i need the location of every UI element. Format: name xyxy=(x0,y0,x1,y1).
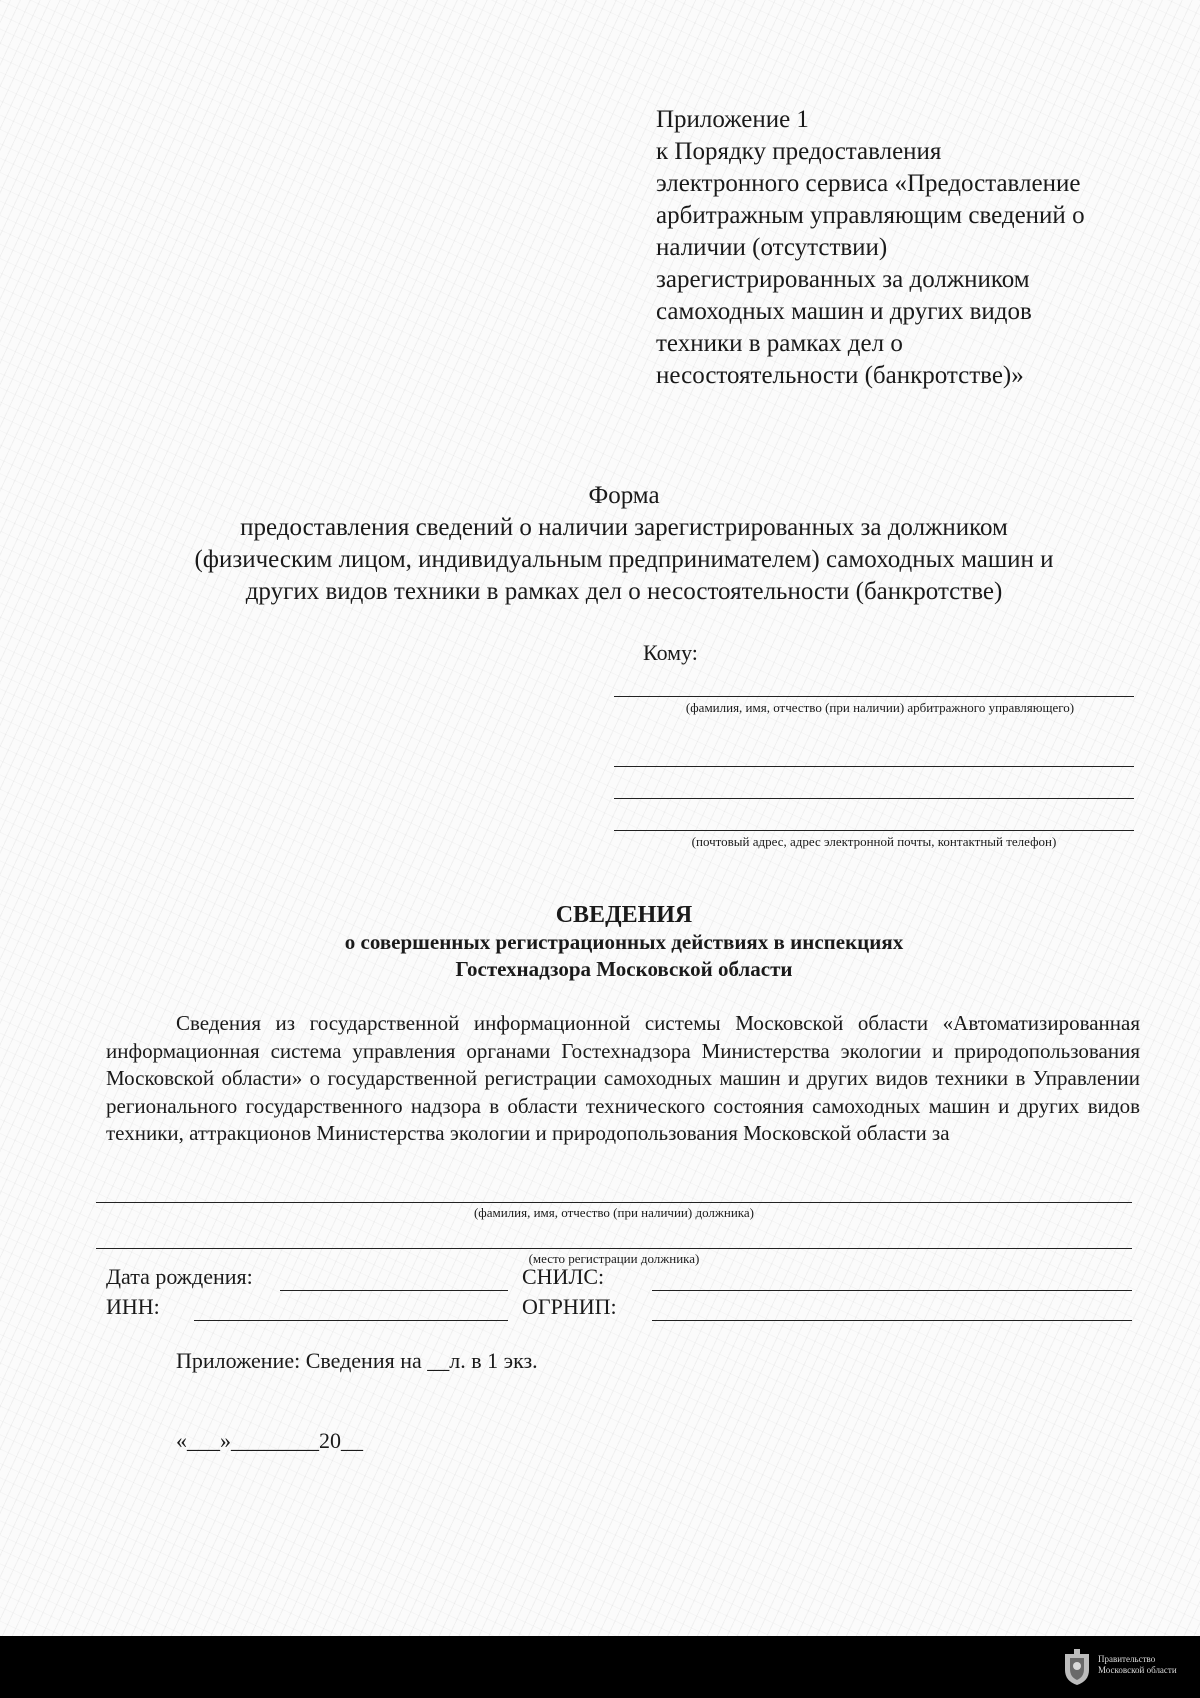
appendix-line: к Порядку предоставления xyxy=(656,138,942,165)
appendix-line: наличии (отсутствии) xyxy=(656,234,888,261)
form-subtitle-line: других видов техники в рамках дел о несостоятельности (банкротстве) xyxy=(245,578,1003,605)
debtor-registration-caption: (место регистрации должника) xyxy=(528,1251,700,1266)
appendix-line: самоходных машин и других видов xyxy=(656,298,1032,325)
recipient-name-line xyxy=(614,696,1134,697)
date-field: «___»________20__ xyxy=(176,1428,363,1453)
appendix-line: арбитражным управляющим сведений о xyxy=(656,202,1085,229)
birth-date-field xyxy=(280,1290,508,1291)
recipient-address-line xyxy=(614,766,1134,767)
appendix-line: электронного сервиса «Предоставление xyxy=(656,170,1081,197)
inn-label: ИНН: xyxy=(106,1294,160,1319)
debtor-registration-line xyxy=(96,1248,1132,1249)
info-subheading: Гостехнадзора Московской области xyxy=(455,957,793,981)
debtor-name-caption: (фамилия, имя, отчество (при наличии) должника) xyxy=(473,1205,755,1220)
appendix-line: Приложение 1 xyxy=(656,106,809,133)
appendix-block xyxy=(656,104,1156,392)
appendix-line: несостоятельности (банкротстве)» xyxy=(656,362,1024,389)
birth-date-label: Дата рождения: xyxy=(106,1264,253,1289)
recipient-name-caption: (фамилия, имя, отчество (при наличии) арбитражного управляющего) xyxy=(685,700,1075,715)
info-body-paragraph: Сведения из государственной информационной системы Московской области «Автоматизированная информационная система управления органами Гостехнадзора Министерства экологии и природопользования Московской области» о государственной регистрации самоходных машин и других видов техники в Управлении регионального государственного надзора в области технического состояния самоходных машин и других видов техники, аттракционов Министерства экологии и природопользования Московской области за xyxy=(106,1011,1140,1145)
recipient-address-line xyxy=(614,798,1134,799)
form-subtitle-line: (физическим лицом, индивидуальным предпринимателем) самоходных машин и xyxy=(194,546,1054,573)
coat-of-arms-icon xyxy=(1062,1648,1092,1686)
form-subtitle-line: предоставления сведений о наличии зарегистрированных за должником xyxy=(240,514,1008,541)
info-subheading: о совершенных регистрационных действиях в инспекциях xyxy=(344,930,904,954)
footer-org-line: Правительство xyxy=(1098,1654,1156,1664)
ogrnip-label: ОГРНИП: xyxy=(522,1294,617,1319)
snils-field xyxy=(652,1290,1132,1291)
to-label: Кому: xyxy=(643,640,698,665)
appendix-line: зарегистрированных за должником xyxy=(656,266,1030,293)
debtor-name-line xyxy=(96,1202,1132,1203)
recipient-address-caption: (почтовый адрес, адрес электронной почты, контактный телефон) xyxy=(691,834,1057,849)
recipient-address-line xyxy=(614,830,1134,831)
footer-org-name xyxy=(1098,1654,1198,1676)
info-heading: СВЕДЕНИЯ xyxy=(555,902,693,928)
form-title: Форма xyxy=(588,482,660,509)
inn-field xyxy=(194,1320,508,1321)
ogrnip-field xyxy=(652,1320,1132,1321)
appendix-line: техники в рамках дел о xyxy=(656,330,903,357)
snils-label: СНИЛС: xyxy=(522,1264,605,1289)
attachment-text: Приложение: Сведения на __л. в 1 экз. xyxy=(176,1348,538,1373)
footer-org-line: Московской области xyxy=(1098,1665,1177,1675)
footer-bar xyxy=(0,1636,1200,1698)
